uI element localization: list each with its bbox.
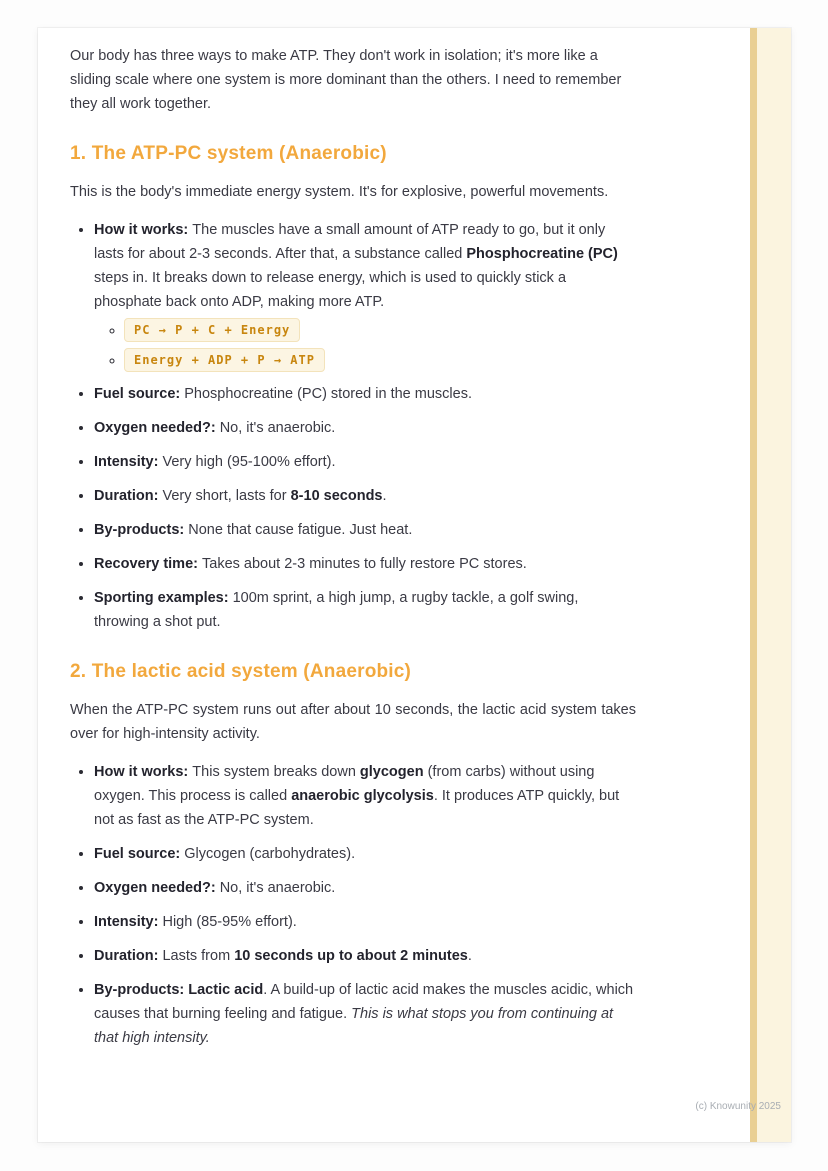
footer-credit: (c) Knowunity 2025 [695,1101,781,1112]
list-item-text: No, it's anaerobic. [219,880,336,896]
page-edge-decoration [757,28,791,1142]
list-item [94,760,636,832]
list-item-label: Fuel source: [94,846,185,862]
list-item [94,552,636,576]
list-item-text: Takes about 2-3 minutes to fully restore PC stores. [202,556,527,572]
list-item-label: How it works: [94,764,193,780]
list-item-text: Very short, lasts for [162,488,291,504]
list-item [94,944,636,968]
list-item-text: . [382,488,387,504]
list-item-label: Intensity: [94,454,163,470]
list-item-label: By-products: [94,522,189,538]
list-item-text: steps in. It breaks down to release energy, which is used to quickly stick a phosphate back onto ADP, making more ATP. [94,270,567,310]
list-item-label: Phosphocreatine (PC) [466,246,618,262]
list-item-text: . It produces ATP quickly, but not as fast as the ATP-PC system. [94,788,620,828]
list-item-label: How it works: [94,222,193,238]
list-item-label: Oxygen needed?: [94,880,220,896]
equation-list-item [124,318,636,342]
list-item-text: This is what stops you from continuing at that high intensity. [94,1006,614,1046]
list-item-label: By-products: Lactic acid [94,982,264,998]
list-item [94,416,636,440]
list-item-label: Duration: [94,488,163,504]
list-item-text: No, it's anaerobic. [219,420,336,436]
list-item-text: Lasts from [162,948,235,964]
bullet-list [70,218,636,634]
list-item-text: High (85-95% effort). [162,914,297,930]
list-item [94,586,636,634]
list-item-label: 8-10 seconds [290,488,383,504]
list-item [94,518,636,542]
section-lactic-acid-system [70,660,638,1050]
list-item-label: glycogen [359,764,424,780]
list-item-label: Intensity: [94,914,163,930]
list-item-label: Duration: [94,948,163,964]
equation-list [94,318,636,372]
page-edge-stripe [750,28,757,1142]
list-item-text: (from carbs) without using oxygen. This process is called [94,764,595,804]
list-item-text: Very high (95-100% effort). [162,454,336,470]
code-chip: PC → P + C + Energy [124,318,300,342]
list-item-label: 10 seconds up to about 2 minutes [234,948,468,964]
list-item-label: Oxygen needed?: [94,420,220,436]
list-item-text: Phosphocreatine (PC) stored in the muscles. [184,386,472,402]
section-heading: 1. The ATP-PC system (Anaerobic) [70,143,387,164]
bullet-list [70,760,636,1050]
notes-page [38,28,791,1142]
section-lead-paragraph: This is the body's immediate energy system. It's for explosive, powerful movements. [70,184,609,200]
section-lead-paragraph: When the ATP-PC system runs out after about 10 seconds, the lactic acid system takes over for high-intensity activity. [70,702,636,742]
list-item [94,876,636,900]
code-chip: Energy + ADP + P → ATP [124,348,325,372]
section-atp-pc-system [70,142,638,634]
list-item-text: Glycogen (carbohydrates). [184,846,356,862]
list-item-text: This system breaks down [192,764,360,780]
list-item-text: The muscles have a small amount of ATP ready to go, but it only lasts for about 2-3 seconds. After that, a substance called [94,222,606,262]
equation-list-item [124,348,636,372]
list-item [94,450,636,474]
list-item-text: . A build-up of lactic acid makes the muscles acidic, which causes that burning feeling and fatigue. [94,982,634,1022]
section-heading: 2. The lactic acid system (Anaerobic) [70,661,412,682]
list-item-label: Sporting examples: [94,590,233,606]
list-item-text: . [467,948,472,964]
list-item-text: None that cause fatigue. Just heat. [188,522,413,538]
list-item-text: 100m sprint, a high jump, a rugby tackle, a golf swing, throwing a shot put. [94,590,579,630]
list-item [94,842,636,866]
list-item [94,218,636,372]
page-content [38,28,638,1050]
list-item-label: anaerobic glycolysis [291,788,434,804]
list-item [94,910,636,934]
list-item-label: Recovery time: [94,556,202,572]
list-item [94,382,636,406]
list-item [94,978,636,1050]
list-item-label: Fuel source: [94,386,185,402]
intro-paragraph: Our body has three ways to make ATP. They don't work in isolation; it's more like a sliding scale where one system is more dominant than the others. I need to remember they all work together. [70,48,622,112]
list-item [94,484,636,508]
